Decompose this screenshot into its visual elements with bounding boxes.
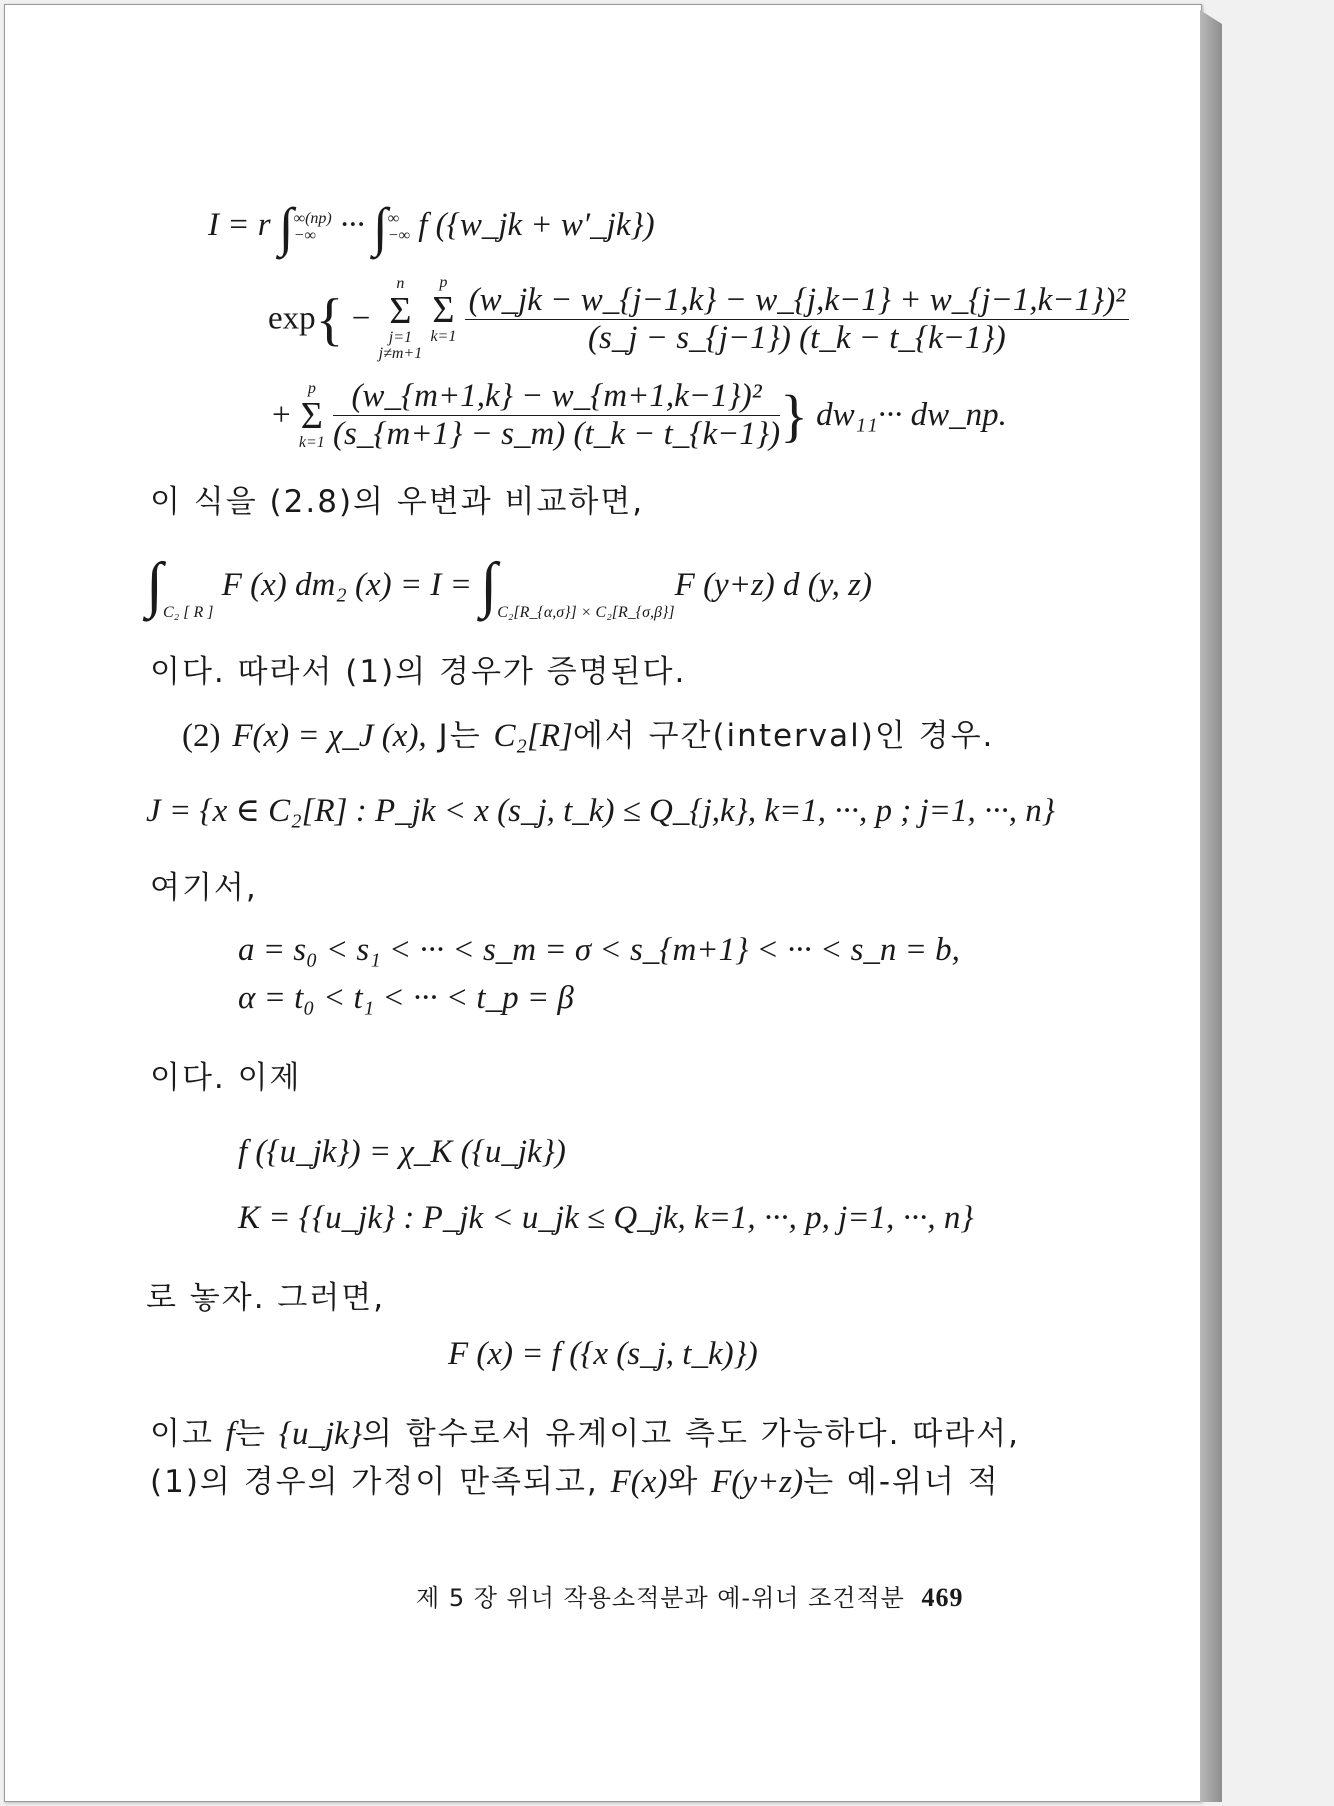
para-2-c: 는 예-위너 적 <box>803 1464 1000 1500</box>
text-proved: 이다. 따라서 (1)의 경우가 증명된다. <box>150 654 687 690</box>
equation-I <box>208 196 655 258</box>
eq-F-lhs: F (x) dm₂ (x) = I = <box>221 567 472 603</box>
sum1-lower-a: j=1 <box>388 329 413 346</box>
plus-tail: dw₁₁··· dw_np. <box>816 397 1007 433</box>
int1-lower: −∞ <box>293 227 316 245</box>
exp-minus: − <box>351 300 371 337</box>
exp-denominator: (s_j − s_{j−1}) (t_k − t_{k−1}) <box>587 319 1006 356</box>
para-2-F: F(x) <box>610 1464 668 1500</box>
int2-upper: ∞ <box>387 209 400 227</box>
para-1-a: 이고 <box>150 1416 214 1452</box>
eq-I-lhs: I = r <box>208 207 271 243</box>
para-1-c: 의 함수로서 유계이고 측도 가능하다. 따라서, <box>361 1416 1020 1452</box>
right-brace: } <box>780 383 808 448</box>
equation-F-integral <box>146 550 872 622</box>
footer-chapter: 제 5 장 위너 작용소적분과 예-위너 조건적분 <box>416 1584 905 1612</box>
sum2-lower: k=1 <box>430 328 457 345</box>
integral-symbol-3: ∫ <box>146 551 163 619</box>
plus-sign: + <box>272 397 291 433</box>
page-edge-shadow <box>1200 10 1222 1802</box>
equation-plus <box>272 378 1007 453</box>
equation-J: J = {x ∈ C₂[R] : P_jk < x (s_j, t_k) ≤ Q_{j,k}, k=1, ···, p ; j=1, ···, n} <box>146 793 1055 829</box>
exp-label: exp <box>268 300 316 337</box>
page-number: 469 <box>921 1583 964 1612</box>
case-2-c2r: C₂[R] <box>493 718 573 754</box>
para-2-a: (1)의 경우의 가정이 만족되고, <box>150 1464 599 1500</box>
sum1-lower-b: j≠m+1 <box>378 345 423 362</box>
para-1-b: 는 <box>234 1416 267 1452</box>
lhs-domain: C₂ [ R ] <box>162 604 214 621</box>
sum1-upper: n <box>396 275 405 292</box>
left-brace: { <box>315 286 344 352</box>
para-1-u: {u_jk} <box>278 1416 362 1452</box>
para-1-f: f <box>225 1416 235 1452</box>
rhs-domain: C₂[R_{α,σ}] × C₂[R_{σ,β}] <box>497 604 675 621</box>
text-compare: 이 식을 (2.8)의 우변과 비교하면, <box>150 484 645 520</box>
eq-I-dots: ··· <box>339 207 365 243</box>
case-2-label: (2) <box>182 718 221 754</box>
sum-symbol-1: Σ <box>389 290 412 332</box>
equation-K: K = {{u_jk} : P_jk < u_jk ≤ Q_jk, k=1, ···, p, j=1, ···, n} <box>238 1200 974 1236</box>
integral-symbol-4: ∫ <box>480 551 498 619</box>
case-2-text-b: 에서 구간(interval)인 경우. <box>572 718 995 754</box>
para-line-2 <box>150 1456 1000 1501</box>
int2-lower: −∞ <box>387 227 410 245</box>
eq-I-integrand: f ({w_jk + w′_jk}) <box>418 207 655 243</box>
para-2-Fy: F(y+z) <box>711 1464 804 1500</box>
sum3-lower: k=1 <box>298 433 325 451</box>
exp-numerator: (w_jk − w_{j−1,k} − w_{j,k−1} + w_{j−1,k−1})² <box>465 282 1130 320</box>
sum3-upper: p <box>307 379 316 397</box>
int1-upper: ∞(np) <box>293 209 332 227</box>
para-2-b: 와 <box>667 1464 700 1500</box>
equation-partition-1: a = s₀ < s₁ < ··· < s_m = σ < s_{m+1} < ··· < s_n = b, <box>238 932 960 968</box>
equation-Fx: F (x) = f ({x (s_j, t_k)}) <box>448 1336 758 1372</box>
equation-partition-2: α = t₀ < t₁ < ··· < t_p = β <box>238 980 574 1016</box>
sum-symbol-2: Σ <box>432 289 455 331</box>
text-let: 로 놓자. 그러면, <box>146 1280 386 1316</box>
eq-F-rhs: F (y+z) d (y, z) <box>674 567 872 603</box>
sum2-upper: p <box>439 274 448 291</box>
integral-symbol-1: ∫ <box>278 197 294 257</box>
text-here: 여기서, <box>150 870 258 906</box>
equation-f: f ({u_jk}) = χ_K ({u_jk}) <box>238 1134 566 1170</box>
integral-symbol-2: ∫ <box>372 197 388 257</box>
case-2-text-a: J는 <box>438 718 482 754</box>
plus-numerator: (w_{m+1,k} − w_{m+1,k−1})² <box>333 378 780 416</box>
plus-denominator: (s_{m+1} − s_m) (t_k − t_{k−1}) <box>333 416 781 452</box>
equation-exp <box>268 276 1129 362</box>
page-footer <box>416 1578 963 1613</box>
case-2-formula: F(x) = χ_J (x), <box>232 718 427 754</box>
sum-symbol-3: Σ <box>300 394 323 437</box>
text-now: 이다. 이제 <box>150 1060 302 1096</box>
case-2-line <box>182 710 994 755</box>
para-line-1 <box>150 1408 1020 1453</box>
